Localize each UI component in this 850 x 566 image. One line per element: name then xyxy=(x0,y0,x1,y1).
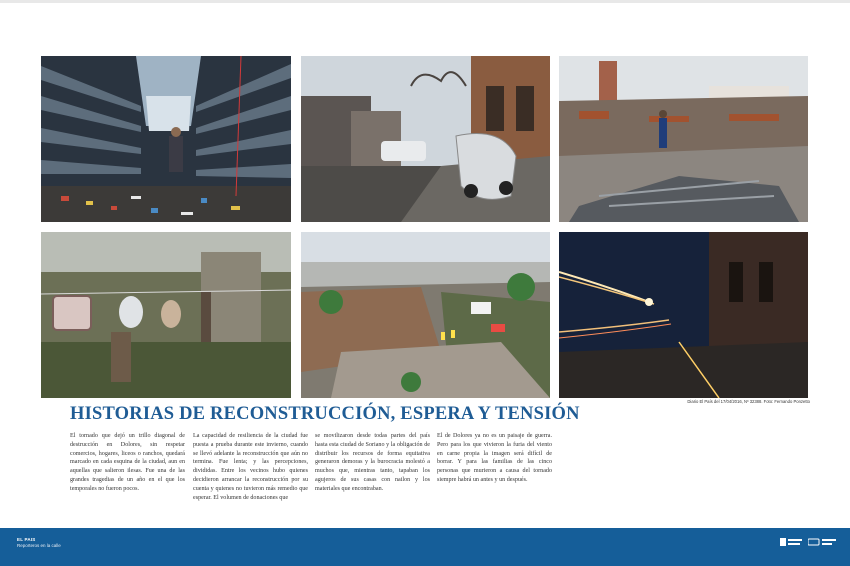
sponsor-logo-1 xyxy=(780,538,802,546)
article-column-1: El tornado que dejó un trillo diagonal de destrucción en Dolores, sin respetar comercios, hogares, liceos o ranchos, quedará marcado en cada esquina de la ciudad, aun en aquellas que salieron ilesas. Fue una de las grandes tragedias de un año en el que los temporales no fueron pocos. xyxy=(70,433,185,492)
sponsor-logo-2 xyxy=(808,538,836,546)
article-column-4: El de Dolores ya no es un paisaje de guerra. Pero para los que vivieron la furia del viento en carne propia la imagen será difícil de borrar. Y para las familias de las cinco personas que murieron a causa del tornado siempre habrá un antes y un después. xyxy=(437,433,552,483)
photo-clothesline-toys xyxy=(41,232,291,398)
article-column-2: La capacidad de resiliencia de la ciudad fue puesta a prueba durante este invierno, cuando se llevó adelante la reconstrucción que aún no termina. Fue lenta; y las percepciones, divididas. Entre los vecinos hubo quienes decidieron arrancar la reconstrucción por su cuenta y quienes no tuvieron más remedio que esperar. El volumen de donaciones que xyxy=(193,433,308,501)
photo-credit: Diario El País del 17/04/2016, Nº 32388. Foto: Fernando Ponzetto xyxy=(687,399,810,404)
footer-bar xyxy=(0,528,850,566)
photo-rubble-field xyxy=(559,56,808,222)
footer-subtitle: Reporteros en la calle xyxy=(17,543,61,548)
article-column-3: se movilizaron desde todas partes del país hasta esta ciudad de Soriano y la obligación de distribuir los recursos de forma equitativa generaron demoras y la burocracia molestó a muchos que, mientras tanto, tapaban los agujeros de sus casas con nailon y los materiales que encontraban. xyxy=(315,433,430,492)
photo-aerial-destroyed-block xyxy=(301,232,550,398)
top-rule xyxy=(0,0,850,3)
photo-night-street-light-trails xyxy=(559,232,808,398)
photo-street-wrecked-car xyxy=(301,56,550,222)
article-headline: HISTORIAS DE RECONSTRUCCIÓN, ESPERA Y TENSIÓN xyxy=(70,404,580,424)
footer-brand: EL PAIS xyxy=(17,537,36,542)
photo-supermarket-shelves xyxy=(41,56,291,222)
